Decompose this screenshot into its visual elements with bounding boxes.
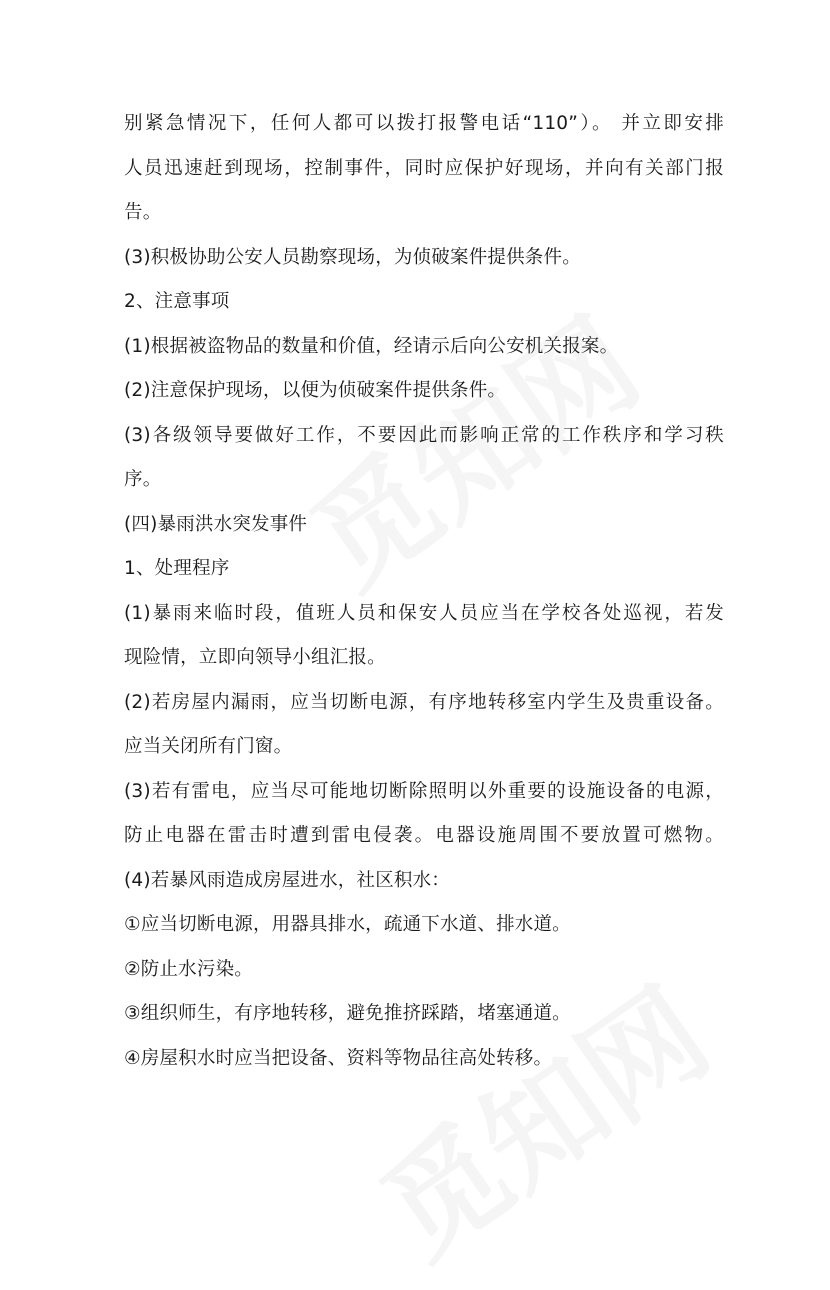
section-heading: 2、注意事项: [124, 291, 230, 312]
document-body: [124, 102, 724, 1081]
text-line: 告。: [124, 202, 162, 223]
list-item: ②防止水污染。: [124, 958, 253, 980]
text-line: 别紧急情况下，任何人都可以拨打报警电话“110”）。 并立即安排: [124, 113, 724, 134]
text-line: (1)暴雨来临时段，值班人员和保安人员应当在学校各处巡视，若发: [124, 602, 724, 624]
text-line: (1)根据被盗物品的数量和价值，经请示后向公安机关报案。: [124, 335, 619, 357]
text-line: 序。: [124, 469, 162, 490]
text-line: (3)积极协助公安人员勘察现场，为侦破案件提供条件。: [124, 246, 581, 268]
text-line: (2)若房屋内漏雨，应当切断电源，有序地转移室内学生及贵重设备。: [124, 691, 724, 713]
text-line: 人员迅速赶到现场，控制事件，同时应保护好现场，并向有关部门报: [124, 157, 724, 179]
text-line: 应当关闭所有门窗。: [124, 736, 293, 757]
text-line: (3)若有雷电，应当尽可能地切断除照明以外重要的设施设备的电源，: [124, 780, 724, 802]
text-line: 防止电器在雷击时遭到雷电侵袭。电器设施周围不要放置可燃物。: [124, 825, 724, 846]
text-line: (3)各级领导要做好工作，不要因此而影响正常的工作秩序和学习秩: [124, 424, 724, 446]
text-line: (2)注意保护现场，以便为侦破案件提供条件。: [124, 380, 507, 401]
section-heading: 1、处理程序: [124, 558, 230, 579]
list-item: ①应当切断电源，用器具排水，疏通下水道、排水道。: [124, 914, 571, 935]
section-heading: (四)暴雨洪水突发事件: [124, 513, 308, 535]
text-line: (4)若暴风雨造成房屋进水，社区积水：: [124, 869, 451, 891]
list-item: ④房屋积水时应当把设备、资料等物品往高处转移。: [124, 1047, 553, 1069]
list-item: ③组织师生，有序地转移，避免推挤踩踏，堵塞通道。: [124, 1003, 571, 1024]
text-line: 现险情，立即向领导小组汇报。: [124, 647, 386, 668]
